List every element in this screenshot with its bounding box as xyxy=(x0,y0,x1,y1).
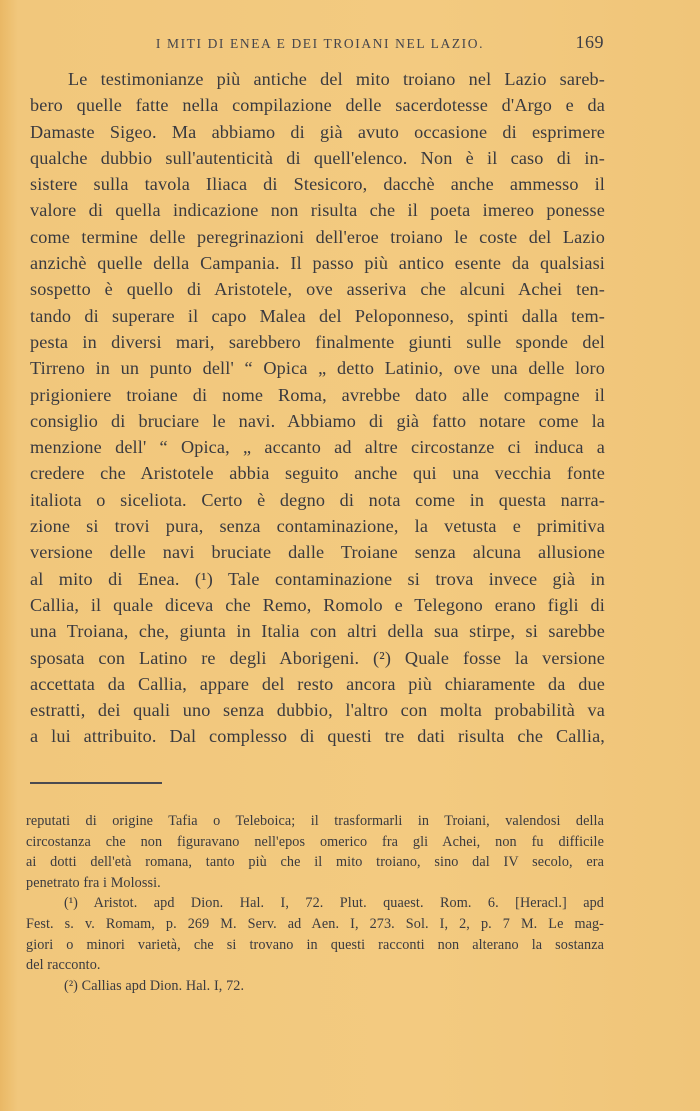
text-line: a lui attribuito. Dal complesso di questi tre dati risulta che Callia, xyxy=(30,726,605,747)
footnote-line: (²) Callias apd Dion. Hal. I, 72. xyxy=(64,977,245,994)
footnote-line: circostanza che non figuravano nell'epos omerico fra gli Achei, non fu difficile xyxy=(26,833,604,850)
text-line: sospetto è quello di Aristotele, ove asseriva che alcuni Achei ten- xyxy=(30,279,605,300)
text-line: Le testimonianze più antiche del mito troiano nel Lazio sareb- xyxy=(68,69,605,89)
footnotes xyxy=(26,811,604,996)
text-line: versione delle navi bruciate dalle Troiane senza alcuna allusione xyxy=(30,542,605,563)
text-line: Callia, il quale diceva che Remo, Romolo e Telegono erano figli di xyxy=(30,594,605,615)
footnote-line: penetrato fra i Molossi. xyxy=(26,874,161,891)
text-line: pesta in diversi mari, sarebbero finalmente giunti sulle sponde del xyxy=(30,331,605,352)
text-line: accettata da Callia, appare del resto ancora più chiaramente da due xyxy=(30,673,605,694)
text-line: bero quelle fatte nella compilazione delle sacerdotesse d'Argo e da xyxy=(30,95,605,116)
text-line: una Troiana, che, giunta in Italia con altri della sua stirpe, si sarebbe xyxy=(30,621,605,642)
footnote-line: Fest. s. v. Romam, p. 269 M. Serv. ad Aen. I, 273. Sol. I, 2, p. 7 M. Le mag- xyxy=(26,915,604,932)
text-line: al mito di Enea. (¹) Tale contaminazione si trova invece già in xyxy=(30,568,605,589)
text-line: italiota o siceliota. Certo è degno di nota come in questa narra- xyxy=(30,489,605,510)
text-line: come termine delle peregrinazioni dell'eroe troiano le coste del Lazio xyxy=(30,226,605,247)
main-text xyxy=(30,66,605,750)
text-line: prigioniere troiane di nome Roma, avrebbe dato alle compagne il xyxy=(30,384,605,405)
footnote-line: reputati di origine Tafia o Teleboica; il trasformarli in Troiani, valendosi della xyxy=(26,813,604,829)
text-line: zione si trovi pura, senza contaminazione, la vetusta e primitiva xyxy=(30,516,605,537)
footnote-line: (¹) Aristot. apd Dion. Hal. I, 72. Plut. quaest. Rom. 6. [Heracl.] apd xyxy=(64,895,604,912)
page-header xyxy=(0,32,700,56)
text-line: anzichè quelle della Campania. Il passo più antico esente da qualsiasi xyxy=(30,253,605,274)
footnote-divider xyxy=(30,782,162,784)
text-line: valore di quella indicazione non risulta che il poeta imereo ponesse xyxy=(30,200,605,221)
text-line: sistere sulla tavola Iliaca di Stesicoro, dacchè anche ammesso il xyxy=(30,174,605,195)
text-line: Damaste Sigeo. Ma abbiamo di già avuto occasione di esprimere xyxy=(30,121,605,142)
page-number: 169 xyxy=(575,32,604,52)
text-line: consiglio di bruciare le navi. Abbiamo di già fatto notare come la xyxy=(30,410,605,431)
footnote-line: ai dotti dell'età romana, tanto più che il mito troiano, sino dal IV secolo, era xyxy=(26,854,604,871)
text-line: menzione dell' “ Opica, „ accanto ad altre circostanze ci induca a xyxy=(30,437,605,458)
text-line: estratti, dei quali uno senza dubbio, l'altro con molta probabilità va xyxy=(30,700,605,721)
footnote-line: del racconto. xyxy=(26,957,101,974)
text-line: qualche dubbio sull'autenticità di quell'elenco. Non è il caso di in- xyxy=(30,147,605,168)
footnote-line: giori o minori varietà, che si trovano in questi racconti non alterano la sostanza xyxy=(26,936,604,953)
text-line: sposata con Latino re degli Aborigeni. (²) Quale fosse la versione xyxy=(30,647,605,668)
running-title: I MITI DI ENEA E DEI TROIANI NEL LAZIO. xyxy=(155,36,485,51)
text-line: tando di superare il capo Malea del Peloponneso, spinti dalla tem- xyxy=(30,305,605,326)
text-line: Tirreno in un punto dell' “ Opica „ detto Latinio, ove una delle loro xyxy=(30,358,605,379)
text-line: credere che Aristotele abbia seguito anche qui una vecchia fonte xyxy=(30,463,605,484)
